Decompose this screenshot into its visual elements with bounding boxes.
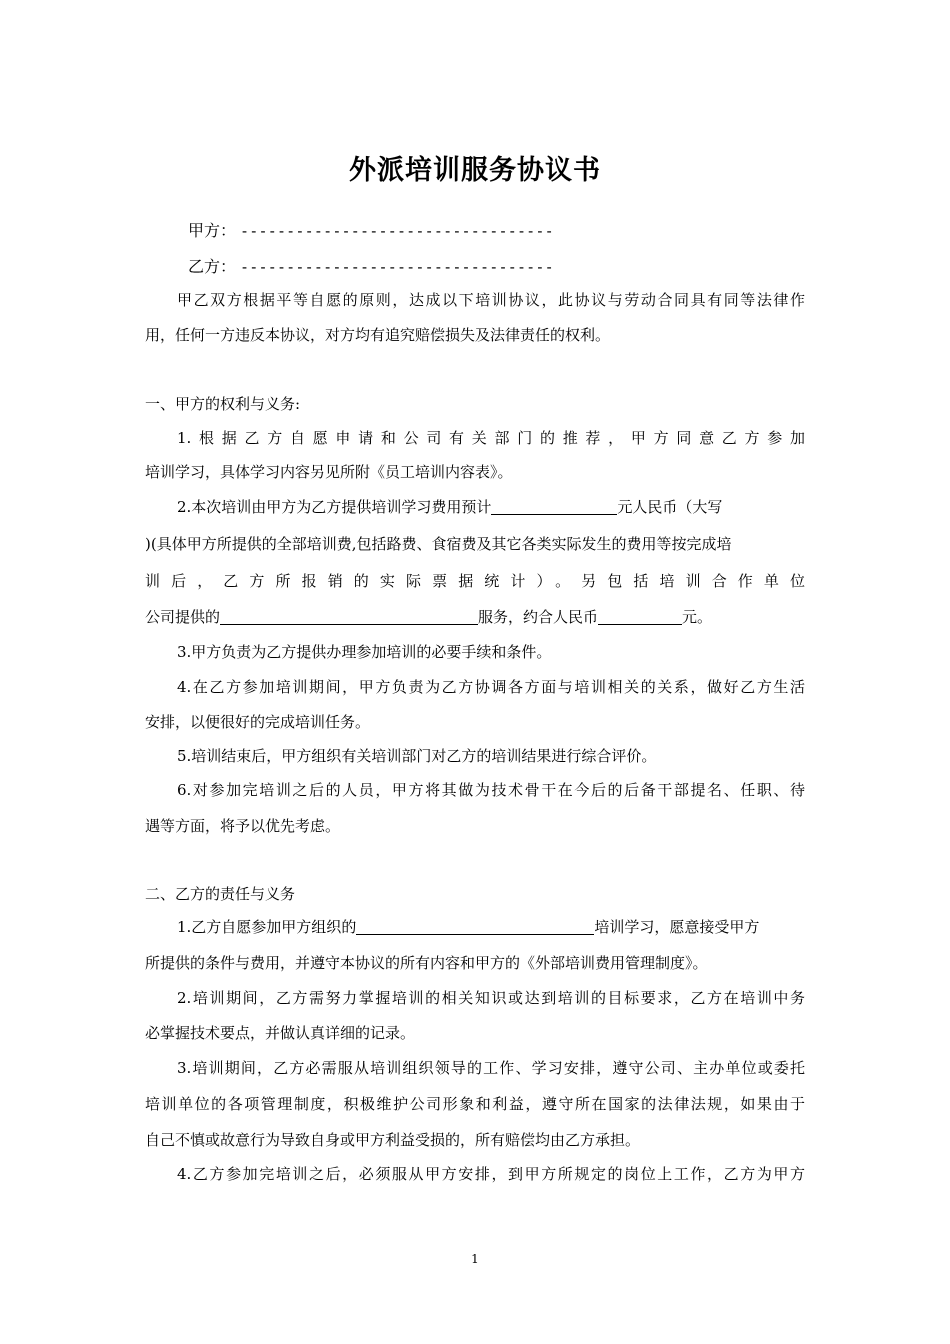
- clause-text: 公司提供的: [145, 608, 221, 626]
- clause-line: 安排，以便很好的完成培训任务。: [145, 713, 371, 731]
- clause-line: 必掌握技术要点，并做认真详细的记录。: [145, 1024, 416, 1042]
- fill-blank: [220, 608, 478, 625]
- party-a-blank: ----------------------------------: [240, 222, 554, 240]
- clause-text: 元。: [682, 608, 713, 626]
- clause-text: 2.本次培训由甲方为乙方提供培训学习费用预计: [177, 498, 492, 516]
- section-heading: 一、甲方的权利与义务:: [145, 395, 301, 413]
- party-a-line: [188, 218, 554, 241]
- clause-line: 培训单位的各项管理制度，积极维护公司形象和利益，遵守所在国家的法律法规，如果由于: [145, 1095, 805, 1113]
- fill-blank: [491, 498, 617, 515]
- clause-line: 遇等方面，将予以优先考虑。: [145, 817, 341, 835]
- document-title: 外派培训服务协议书: [349, 155, 601, 186]
- clause-line: )(具体甲方所提供的全部培训费,包括路费、食宿费及其它各类实际发生的费用等按完成培: [145, 535, 732, 553]
- clause-line: 3.培训期间，乙方必需服从培训组织领导的工作、学习安排，遵守公司、主办单位或委托: [177, 1059, 805, 1077]
- page-number: 1: [471, 1252, 479, 1266]
- clause-line: 1.根据乙方自愿申请和公司有关部门的推荐，甲方同意乙方参加: [177, 429, 805, 447]
- clause-line: 6.对参加完培训之后的人员，甲方将其做为技术骨干在今后的后备干部提名、任职、待: [177, 781, 805, 799]
- clause-line: 训后，乙方所报销的实际票据统计）。另包括培训合作单位: [145, 572, 805, 590]
- clause-line: 4.在乙方参加培训期间，甲方负责为乙方协调各方面与培训相关的关系，做好乙方生活: [177, 678, 805, 696]
- clause-line: [177, 916, 805, 937]
- party-b-label: 乙方：: [188, 257, 237, 276]
- section-heading: 二、乙方的责任与义务: [145, 885, 296, 903]
- fill-blank: [356, 918, 594, 935]
- party-b-line: [188, 254, 554, 277]
- fill-blank: [598, 608, 682, 625]
- intro-line: 用，任何一方违反本协议，对方均有追究赔偿损失及法律责任的权利。: [145, 326, 611, 344]
- clause-line: 所提供的条件与费用，并遵守本协议的所有内容和甲方的《外部培训费用管理制度》。: [145, 954, 708, 972]
- clause-text: 1.乙方自愿参加甲方组织的: [177, 918, 357, 936]
- clause-line: 自己不慎或故意行为导致自身或甲方利益受损的，所有赔偿均由乙方承担。: [145, 1131, 641, 1149]
- clause-line: 培训学习，具体学习内容另见所附《员工培训内容表》。: [145, 463, 513, 481]
- clause-line: [145, 606, 805, 627]
- clause-line: 3.甲方负责为乙方提供办理参加培训的必要手续和条件。: [177, 643, 552, 661]
- clause-line: 5.培训结束后，甲方组织有关培训部门对乙方的培训结果进行综合评价。: [177, 747, 657, 765]
- intro-line: 甲乙双方根据平等自愿的原则，达成以下培训协议，此协议与劳动合同具有同等法律作: [177, 291, 805, 309]
- clause-text: 服务，约合人民币: [478, 608, 599, 626]
- party-a-label: 甲方：: [188, 221, 237, 240]
- clause-text: 培训学习，愿意接受甲方: [594, 918, 760, 936]
- clause-text: 元人民币（大写: [617, 498, 723, 516]
- clause-line: 4.乙方参加完培训之后，必须服从甲方安排，到甲方所规定的岗位上工作，乙方为甲方: [177, 1165, 805, 1183]
- party-b-blank: ----------------------------------: [240, 258, 554, 276]
- clause-line: 2.培训期间，乙方需努力掌握培训的相关知识或达到培训的目标要求，乙方在培训中务: [177, 989, 805, 1007]
- clause-line: [177, 496, 805, 517]
